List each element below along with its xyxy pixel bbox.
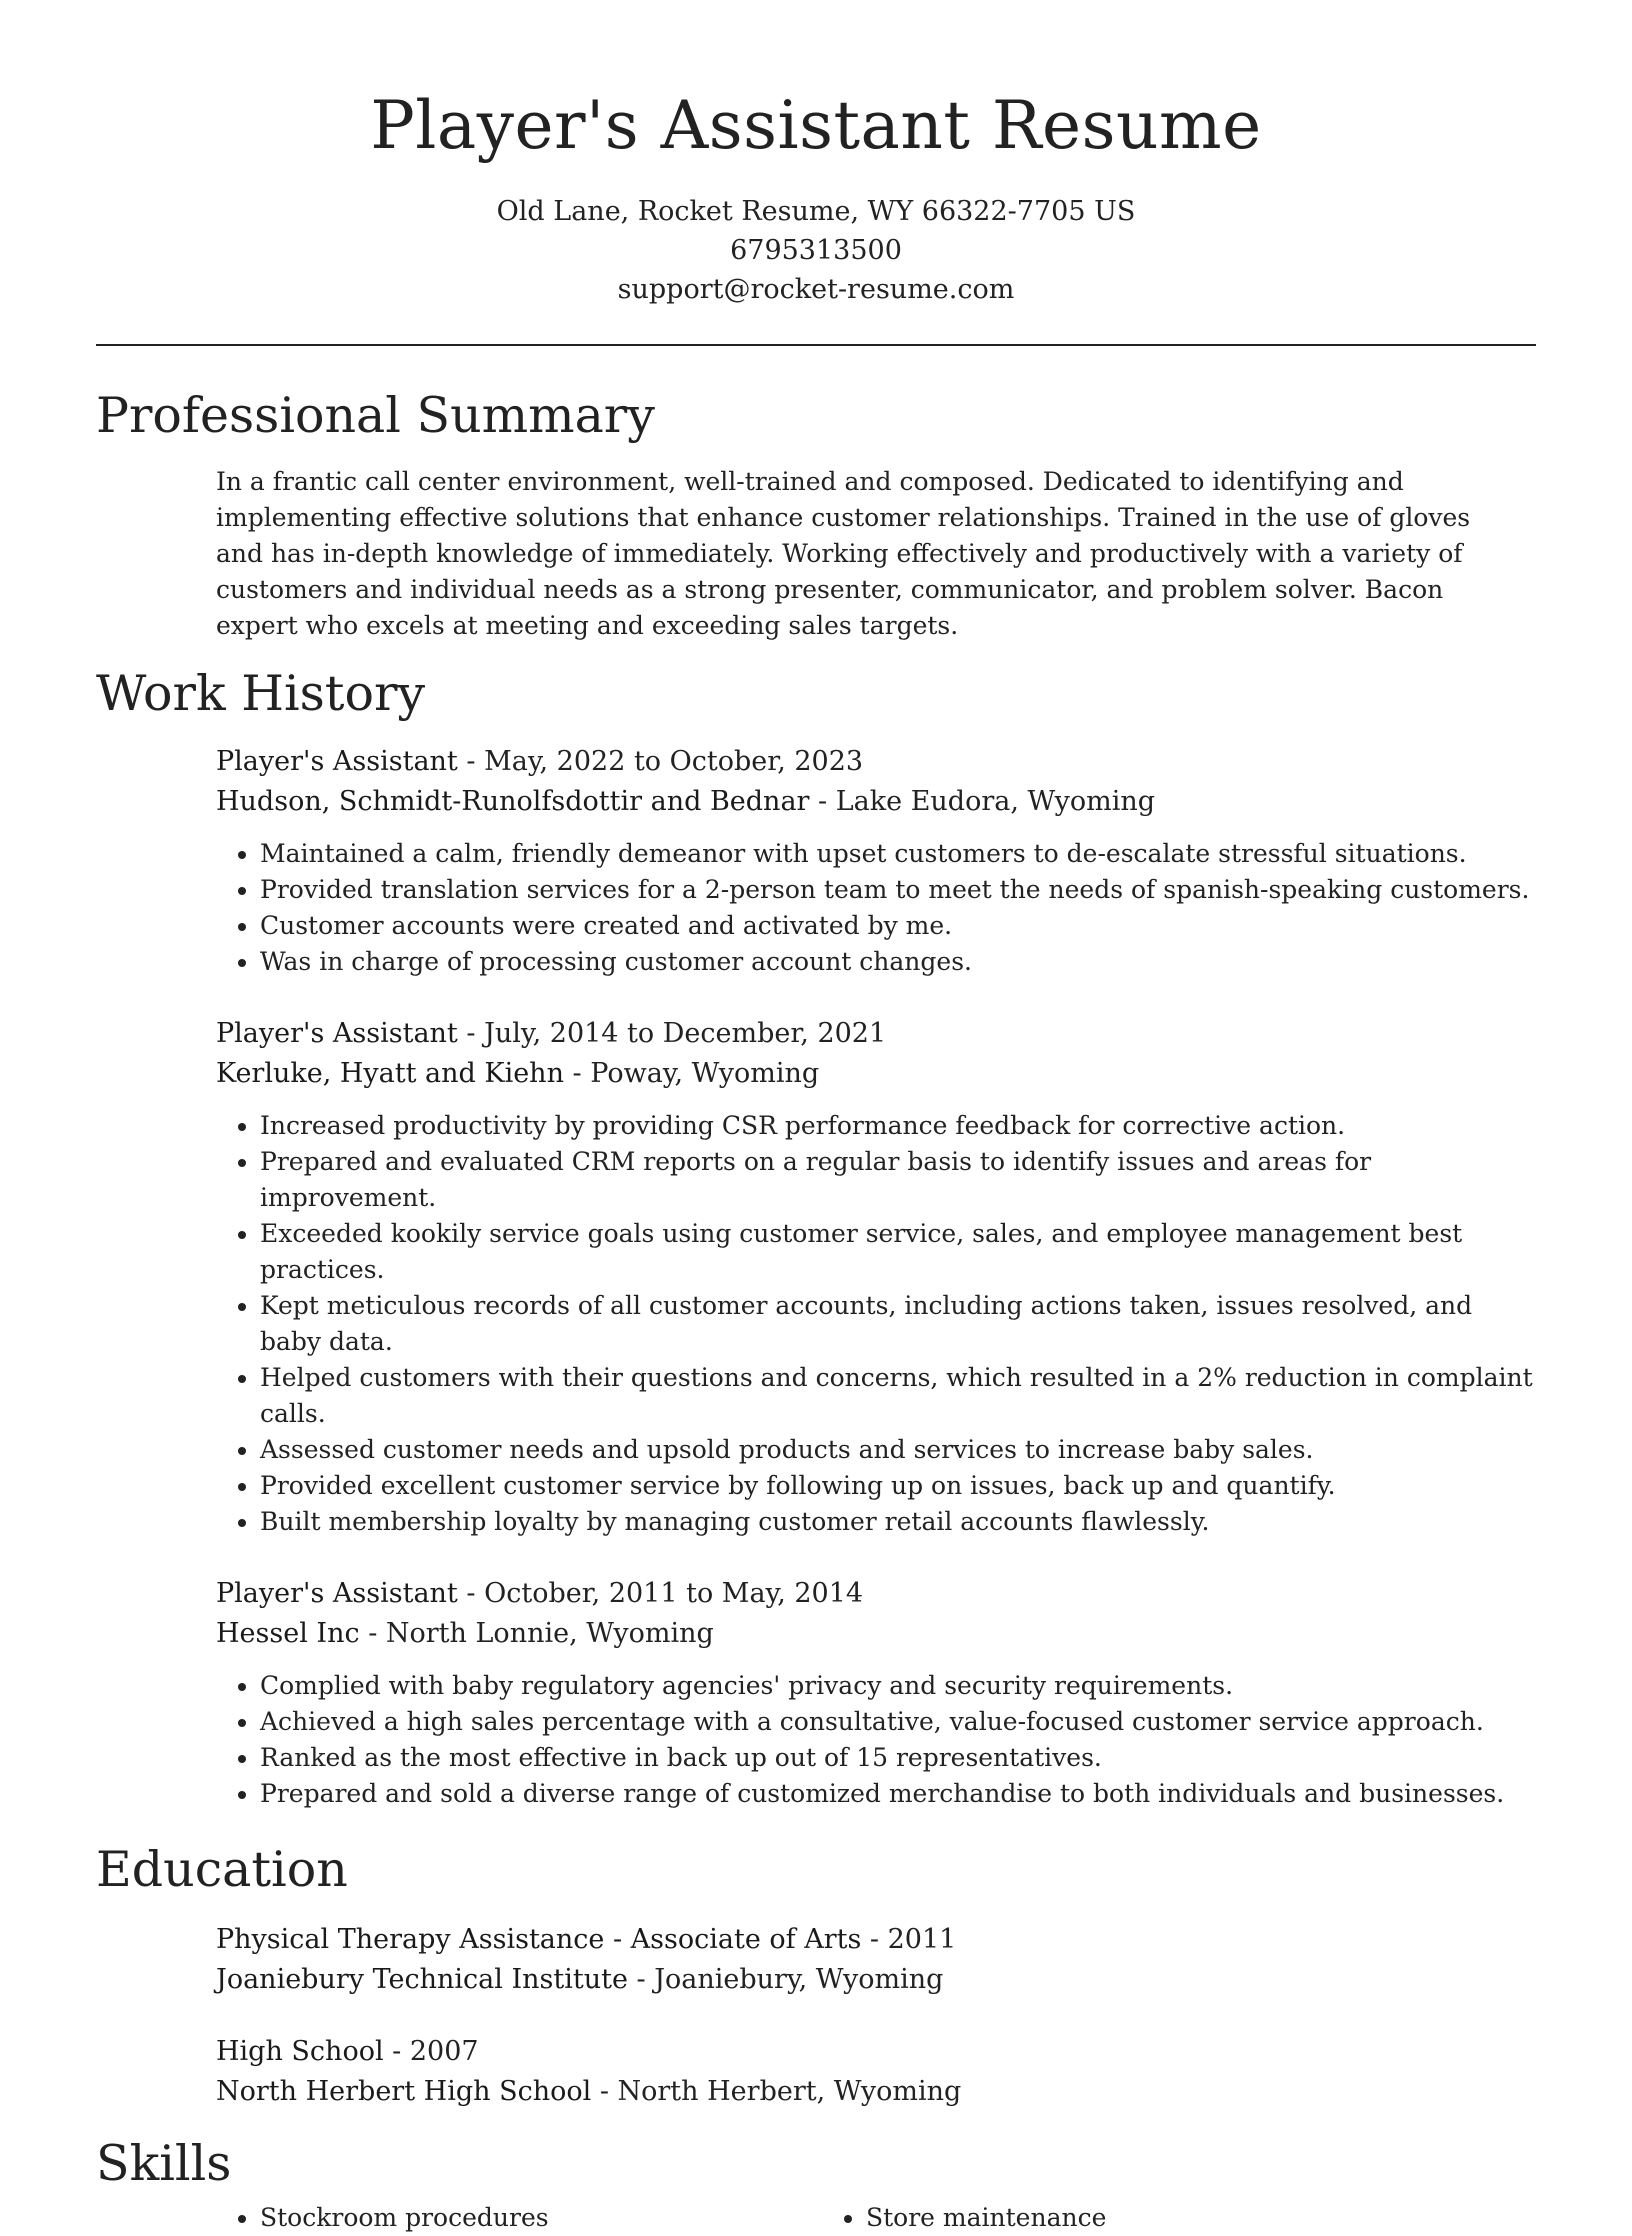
education-location: - North Herbert, Wyoming <box>591 2076 962 2107</box>
resume-page <box>96 0 1536 2236</box>
education-school-line <box>216 2072 1536 2112</box>
education-degree: High School <box>216 2036 384 2067</box>
job-bullets <box>216 1668 1536 1812</box>
job-title-line <box>216 1574 1536 1614</box>
list-item: • Exceeded kookily service goals using customer service, sales, and employee management best practices. <box>260 1216 1536 1288</box>
list-item: • Provided translation services for a 2-person team to meet the needs of spanish-speaking customers. <box>260 872 1536 908</box>
contact-block <box>96 192 1536 309</box>
skill-item: • Stockroom procedures <box>260 2200 822 2236</box>
education-entry <box>216 2032 1536 2112</box>
skills-column-left <box>216 2200 822 2236</box>
list-item: • Maintained a calm, friendly demeanor with upset customers to de-escalate stressful situations. <box>260 836 1536 872</box>
contact-email: support@rocket-resume.com <box>617 274 1015 305</box>
job-company-line <box>216 782 1536 822</box>
section-title-work-history: Work History <box>96 665 426 722</box>
list-item: • Was in charge of processing customer account changes. <box>260 944 1536 980</box>
resume-header <box>96 0 1536 309</box>
education-section <box>216 1920 1536 2112</box>
job-dates: - May, 2022 to October, 2023 <box>457 746 864 777</box>
job-location: - North Lonnie, Wyoming <box>359 1618 714 1649</box>
job-location: - Poway, Wyoming <box>563 1058 820 1089</box>
job-company-line <box>216 1054 1536 1094</box>
job-bullets <box>216 836 1536 980</box>
education-degree-line <box>216 1920 1536 1960</box>
job-role: Player's Assistant <box>216 1018 458 1049</box>
contact-phone: 6795313500 <box>730 235 902 266</box>
list-item: • Built membership loyalty by managing customer retail accounts flawlessly. <box>260 1504 1536 1540</box>
list-item: • Helped customers with their questions and concerns, which resulted in a 2% reduction in complaint calls. <box>260 1360 1536 1432</box>
education-school: Joaniebury Technical Institute <box>216 1964 628 1995</box>
section-title-skills: Skills <box>96 2135 232 2192</box>
education-entry <box>216 1920 1536 2000</box>
list-item: • Assessed customer needs and upsold products and services to increase baby sales. <box>260 1432 1536 1468</box>
skills-column-right <box>822 2200 1428 2236</box>
list-item: • Complied with baby regulatory agencies' privacy and security requirements. <box>260 1668 1536 1704</box>
list-item: • Prepared and evaluated CRM reports on a regular basis to identify issues and areas for improvement. <box>260 1144 1536 1216</box>
section-title-education: Education <box>96 1841 348 1898</box>
skills-section <box>216 2200 1536 2236</box>
job-company: Hudson, Schmidt-Runolfsdottir and Bednar <box>216 786 810 817</box>
section-title-summary: Professional Summary <box>96 387 655 444</box>
list-item: • Customer accounts were created and activated by me. <box>260 908 1536 944</box>
education-year: - 2011 <box>861 1924 957 1955</box>
summary-text: In a frantic call center environment, well-trained and composed. Dedicated to identifying and implementing effective solutions that enhance customer relationships. Trained in the use of gloves and has in-depth knowledge of immediately. Working effectively and productively with a variety of customers and individual needs as a strong presenter, communicator, and problem solver. Bacon expert who excels at meeting and exceeding sales targets. <box>216 467 1471 640</box>
resume-title: Player's Assistant Resume <box>370 87 1262 164</box>
education-year: - 2007 <box>383 2036 479 2067</box>
list-item: • Kept meticulous records of all customer accounts, including actions taken, issues resolved, and baby data. <box>260 1288 1536 1360</box>
job-dates: - October, 2011 to May, 2014 <box>457 1578 864 1609</box>
contact-address: Old Lane, Rocket Resume, WY 66322-7705 US <box>496 196 1136 227</box>
list-item: • Achieved a high sales percentage with a consultative, value-focused customer service approach. <box>260 1704 1536 1740</box>
list-item: • Prepared and sold a diverse range of customized merchandise to both individuals and businesses. <box>260 1776 1536 1812</box>
work-history-section <box>216 742 1536 1812</box>
list-item: • Increased productivity by providing CSR performance feedback for corrective action. <box>260 1108 1536 1144</box>
education-degree: Physical Therapy Assistance - Associate of Arts <box>216 1924 862 1955</box>
job-company-line <box>216 1614 1536 1654</box>
job-dates: - July, 2014 to December, 2021 <box>457 1018 887 1049</box>
education-school: North Herbert High School <box>216 2076 592 2107</box>
job-entry <box>216 1014 1536 1540</box>
job-title-line <box>216 1014 1536 1054</box>
job-entry <box>216 742 1536 980</box>
header-divider <box>96 344 1536 346</box>
job-location: - Lake Eudora, Wyoming <box>809 786 1156 817</box>
job-bullets <box>216 1108 1536 1540</box>
education-school-line <box>216 1960 1536 2000</box>
summary-section <box>216 464 1536 644</box>
job-company: Hessel Inc <box>216 1618 360 1649</box>
job-company: Kerluke, Hyatt and Kiehn <box>216 1058 564 1089</box>
job-role: Player's Assistant <box>216 1578 458 1609</box>
education-location: - Joaniebury, Wyoming <box>627 1964 944 1995</box>
job-entry <box>216 1574 1536 1812</box>
job-title-line <box>216 742 1536 782</box>
skill-item: • Store maintenance <box>866 2200 1428 2236</box>
list-item: • Provided excellent customer service by following up on issues, back up and quantify. <box>260 1468 1536 1504</box>
list-item: • Ranked as the most effective in back up out of 15 representatives. <box>260 1740 1536 1776</box>
job-role: Player's Assistant <box>216 746 458 777</box>
education-degree-line <box>216 2032 1536 2072</box>
